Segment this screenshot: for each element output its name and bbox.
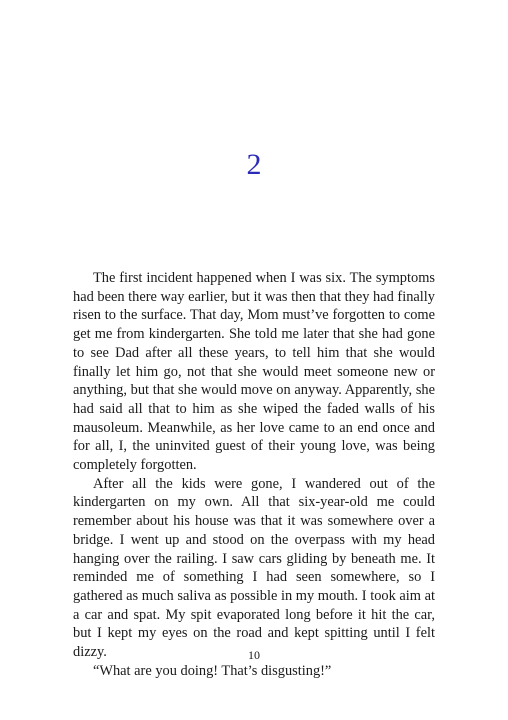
paragraph: “What are you doing! That’s disgusting!”	[93, 662, 332, 679]
paragraph: The first incident happened when I was six. The symptoms had been there way earlier, but it was then that they had finally risen to the surface. That day, Mom must’ve forgotten to come get me from kindergarten. She told me later that she had gone to see Dad after all these years, to tell him that she would finally let him go, not that she would meet someone new or anything, but that she would move on anyway. Apparently, she had said all that to him as she wiped the faded walls of his mausoleum. Meanwhile, as her love came to an end once and for all, I, the uninvited guest of their young love, was being completely forgotten.	[73, 270, 435, 474]
chapter-number: 2	[246, 148, 262, 181]
page-number: 10	[248, 648, 260, 662]
body-text	[73, 269, 435, 680]
paragraph: After all the kids were gone, I wandered out of the kindergarten on my own. All that six-year-old me could remember about his house was that it was somewhere over a bridge. I went up and stood on the overpass with my head hanging over the railing. I saw cars gliding by beneath me. It reminded me of something I had seen somewhere, so I gathered as much saliva as possible in my mouth. I took aim at a car and spat. My spit evaporated long before it hit the car, but I kept my eyes on the road and kept spitting until I felt dizzy.	[73, 475, 435, 661]
